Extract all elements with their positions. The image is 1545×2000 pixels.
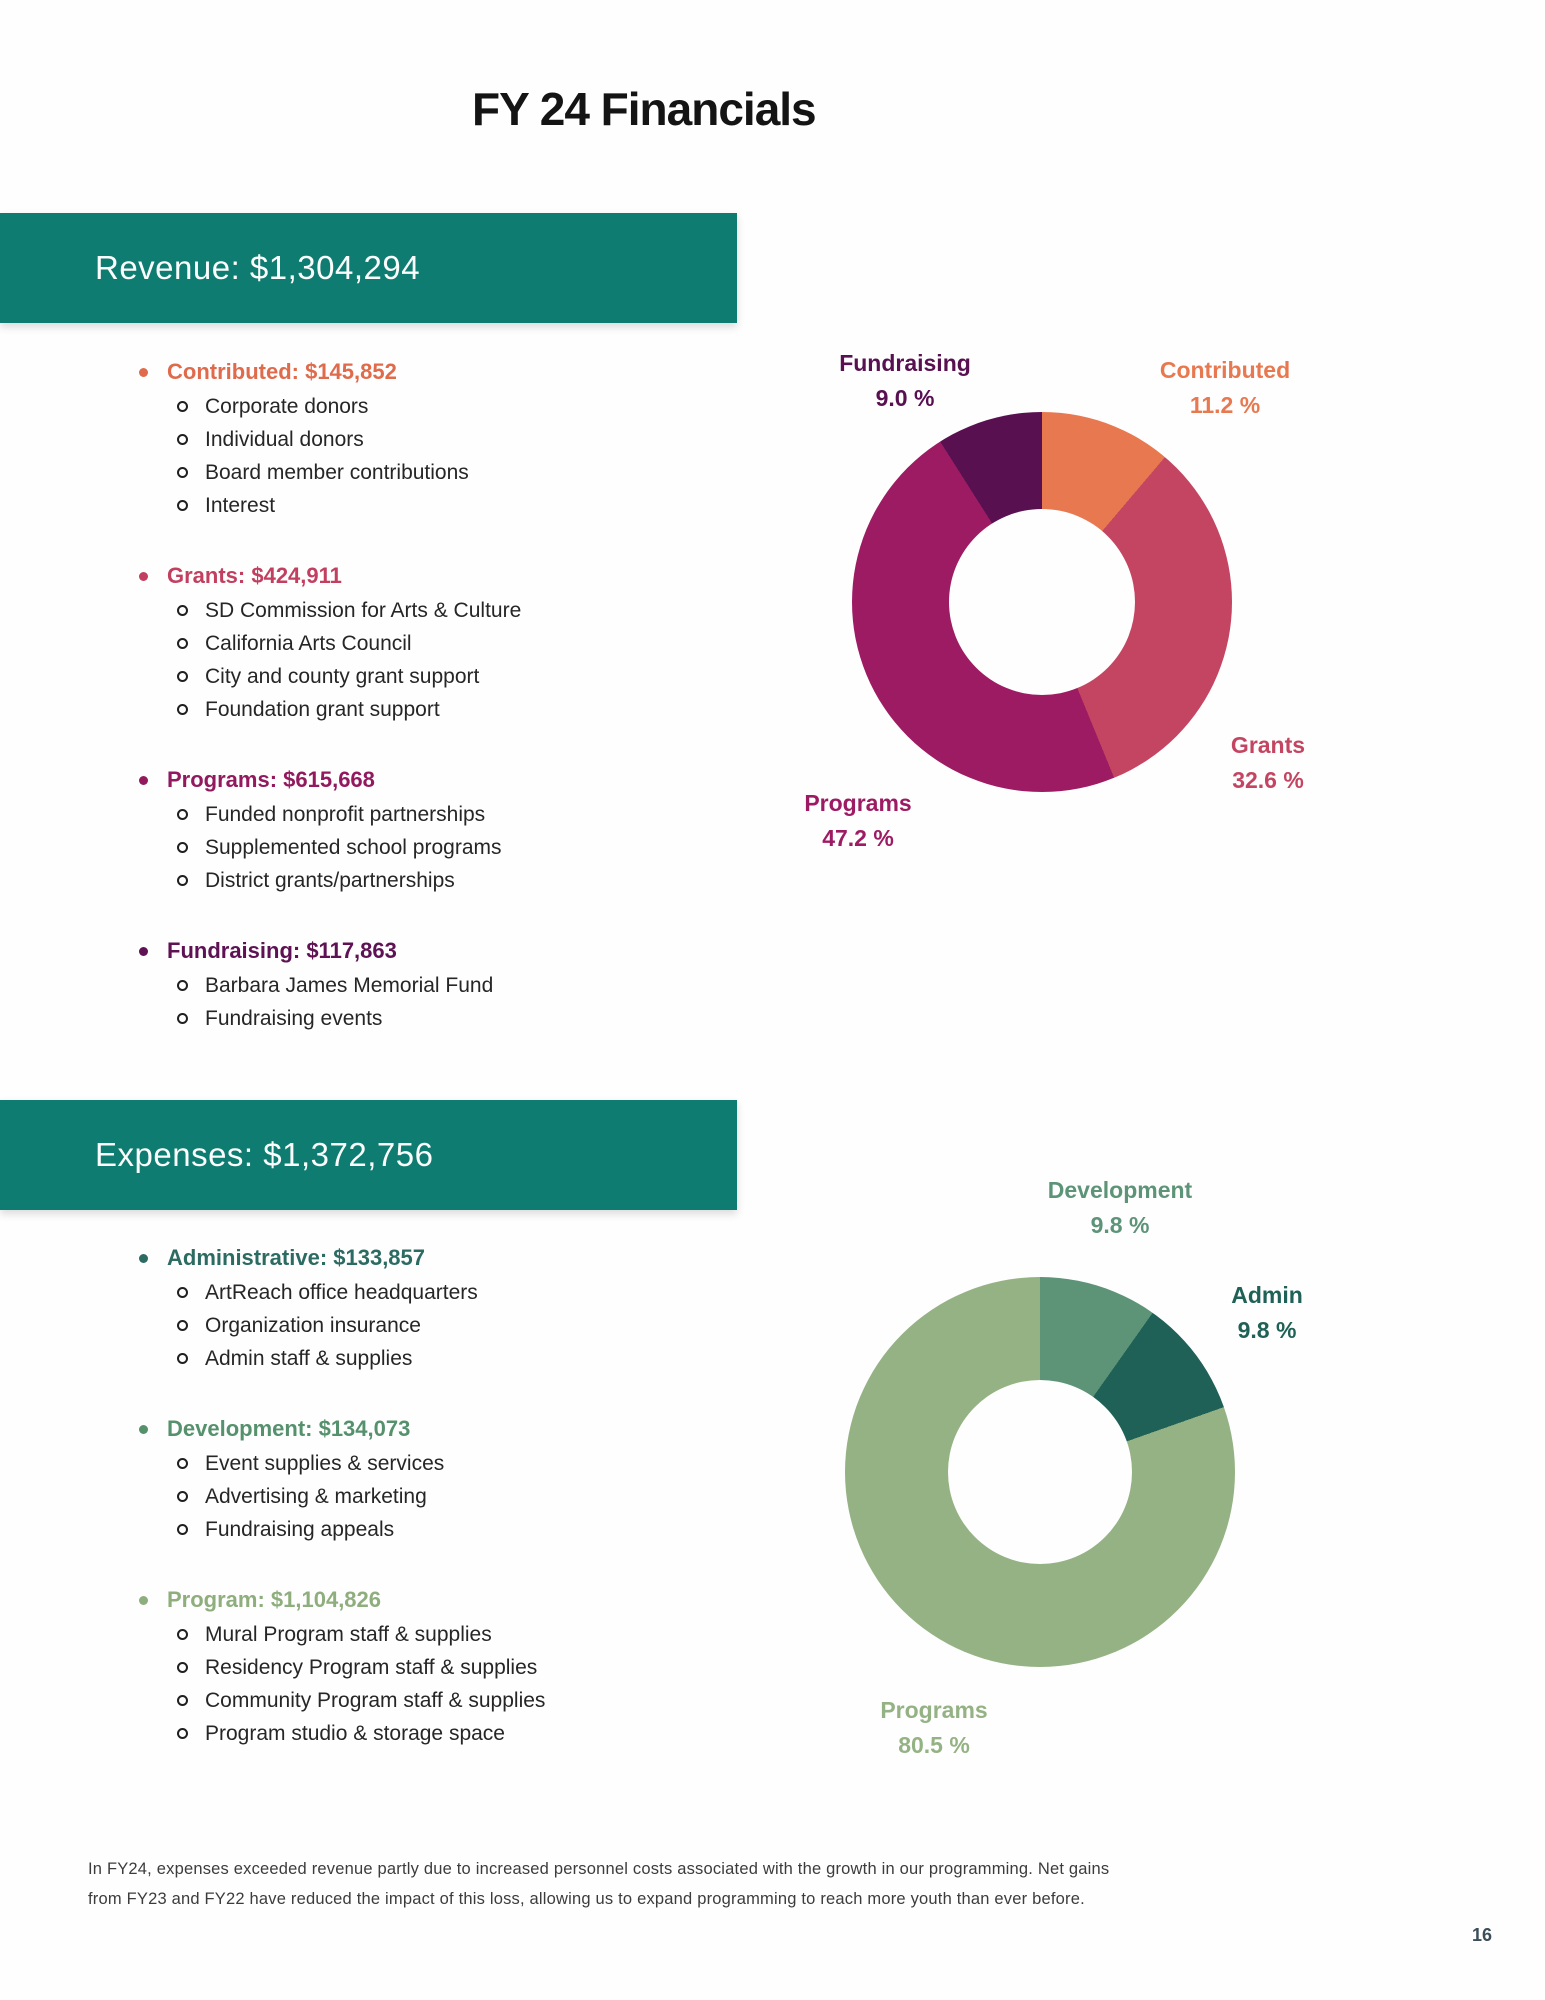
ring-bullet-icon [177, 434, 188, 445]
chart-label-programs-expenses: Programs 80.5 % [880, 1697, 988, 1758]
list-item: Advertising & marketing [105, 1480, 705, 1513]
chart-label-contributed: Contributed 11.2 % [1159, 357, 1291, 418]
bullet-icon [139, 1596, 148, 1605]
list-item: Residency Program staff & supplies [105, 1651, 705, 1684]
ring-bullet-icon [177, 809, 188, 820]
ring-bullet-icon [177, 1013, 188, 1024]
list-item: Barbara James Memorial Fund [105, 969, 705, 1002]
list-item: Admin staff & supplies [105, 1342, 705, 1375]
bullet-icon [139, 572, 148, 581]
chart-label-grants: Grants 32.6 % [1230, 732, 1306, 793]
list-item: Program studio & storage space [105, 1717, 705, 1750]
list-item: Community Program staff & supplies [105, 1684, 705, 1717]
list-item: District grants/partnerships [105, 864, 705, 897]
list-item: Funded nonprofit partnerships [105, 798, 705, 831]
ring-bullet-icon [177, 1524, 188, 1535]
list-item: Corporate donors [105, 390, 705, 423]
group-header: Program: $1,104,826 [105, 1582, 705, 1618]
expenses-banner-label: Expenses: $1,372,756 [95, 1136, 434, 1173]
list-group [105, 762, 705, 897]
expenses-list [105, 1240, 705, 1786]
ring-bullet-icon [177, 1320, 188, 1331]
ring-bullet-icon [177, 1728, 188, 1739]
list-group [105, 354, 705, 522]
group-header: Contributed: $145,852 [105, 354, 705, 390]
ring-bullet-icon [177, 1695, 188, 1706]
ring-bullet-icon [177, 1287, 188, 1298]
group-header: Development: $134,073 [105, 1411, 705, 1447]
list-item: City and county grant support [105, 660, 705, 693]
donut-hole [948, 1380, 1132, 1564]
revenue-donut-chart [852, 412, 1232, 792]
list-item: Event supplies & services [105, 1447, 705, 1480]
list-item: Foundation grant support [105, 693, 705, 726]
ring-bullet-icon [177, 605, 188, 616]
chart-label-programs-revenue: Programs 47.2 % [804, 790, 912, 851]
group-header: Programs: $615,668 [105, 762, 705, 798]
ring-bullet-icon [177, 638, 188, 649]
list-item: Interest [105, 489, 705, 522]
ring-bullet-icon [177, 704, 188, 715]
list-item: Organization insurance [105, 1309, 705, 1342]
bullet-icon [139, 1425, 148, 1434]
expenses-banner [0, 1100, 737, 1210]
list-item: Fundraising appeals [105, 1513, 705, 1546]
page-number: 16 [1471, 1925, 1493, 1945]
list-item: Fundraising events [105, 1002, 705, 1035]
revenue-banner [0, 213, 737, 323]
ring-bullet-icon [177, 875, 188, 886]
list-item: ArtReach office headquarters [105, 1276, 705, 1309]
ring-bullet-icon [177, 1491, 188, 1502]
footer-line: In FY24, expenses exceeded revenue partly due to increased personnel costs associated with the growth in our programming. Net gains [88, 1860, 1110, 1878]
ring-bullet-icon [177, 500, 188, 511]
ring-bullet-icon [177, 1629, 188, 1640]
revenue-banner-label: Revenue: $1,304,294 [95, 249, 421, 286]
footer-note [88, 1854, 1488, 1914]
ring-bullet-icon [177, 1662, 188, 1673]
list-group [105, 1582, 705, 1750]
donut-hole [949, 509, 1135, 695]
list-item: Individual donors [105, 423, 705, 456]
ring-bullet-icon [177, 980, 188, 991]
ring-bullet-icon [177, 401, 188, 412]
list-item: SD Commission for Arts & Culture [105, 594, 705, 627]
list-group [105, 1411, 705, 1546]
list-group [105, 933, 705, 1035]
list-group [105, 558, 705, 726]
group-header: Administrative: $133,857 [105, 1240, 705, 1276]
ring-bullet-icon [177, 842, 188, 853]
ring-bullet-icon [177, 467, 188, 478]
expenses-donut-chart [845, 1277, 1235, 1667]
bullet-icon [139, 947, 148, 956]
list-item: Mural Program staff & supplies [105, 1618, 705, 1651]
group-header: Fundraising: $117,863 [105, 933, 705, 969]
bullet-icon [139, 1254, 148, 1263]
revenue-list [105, 354, 705, 1071]
chart-label-fundraising: Fundraising 9.0 % [839, 350, 971, 411]
list-group [105, 1240, 705, 1375]
chart-label-development: Development 9.8 % [1047, 1177, 1193, 1238]
footer-line: from FY23 and FY22 have reduced the impact of this loss, allowing us to expand programming to reach more youth than ever before. [88, 1890, 1085, 1908]
chart-label-admin: Admin 9.8 % [1231, 1282, 1303, 1343]
list-item: Board member contributions [105, 456, 705, 489]
ring-bullet-icon [177, 671, 188, 682]
bullet-icon [139, 368, 148, 377]
group-header: Grants: $424,911 [105, 558, 705, 594]
list-item: California Arts Council [105, 627, 705, 660]
ring-bullet-icon [177, 1458, 188, 1469]
ring-bullet-icon [177, 1353, 188, 1364]
list-item: Supplemented school programs [105, 831, 705, 864]
page-title: FY 24 Financials [472, 83, 816, 135]
bullet-icon [139, 776, 148, 785]
